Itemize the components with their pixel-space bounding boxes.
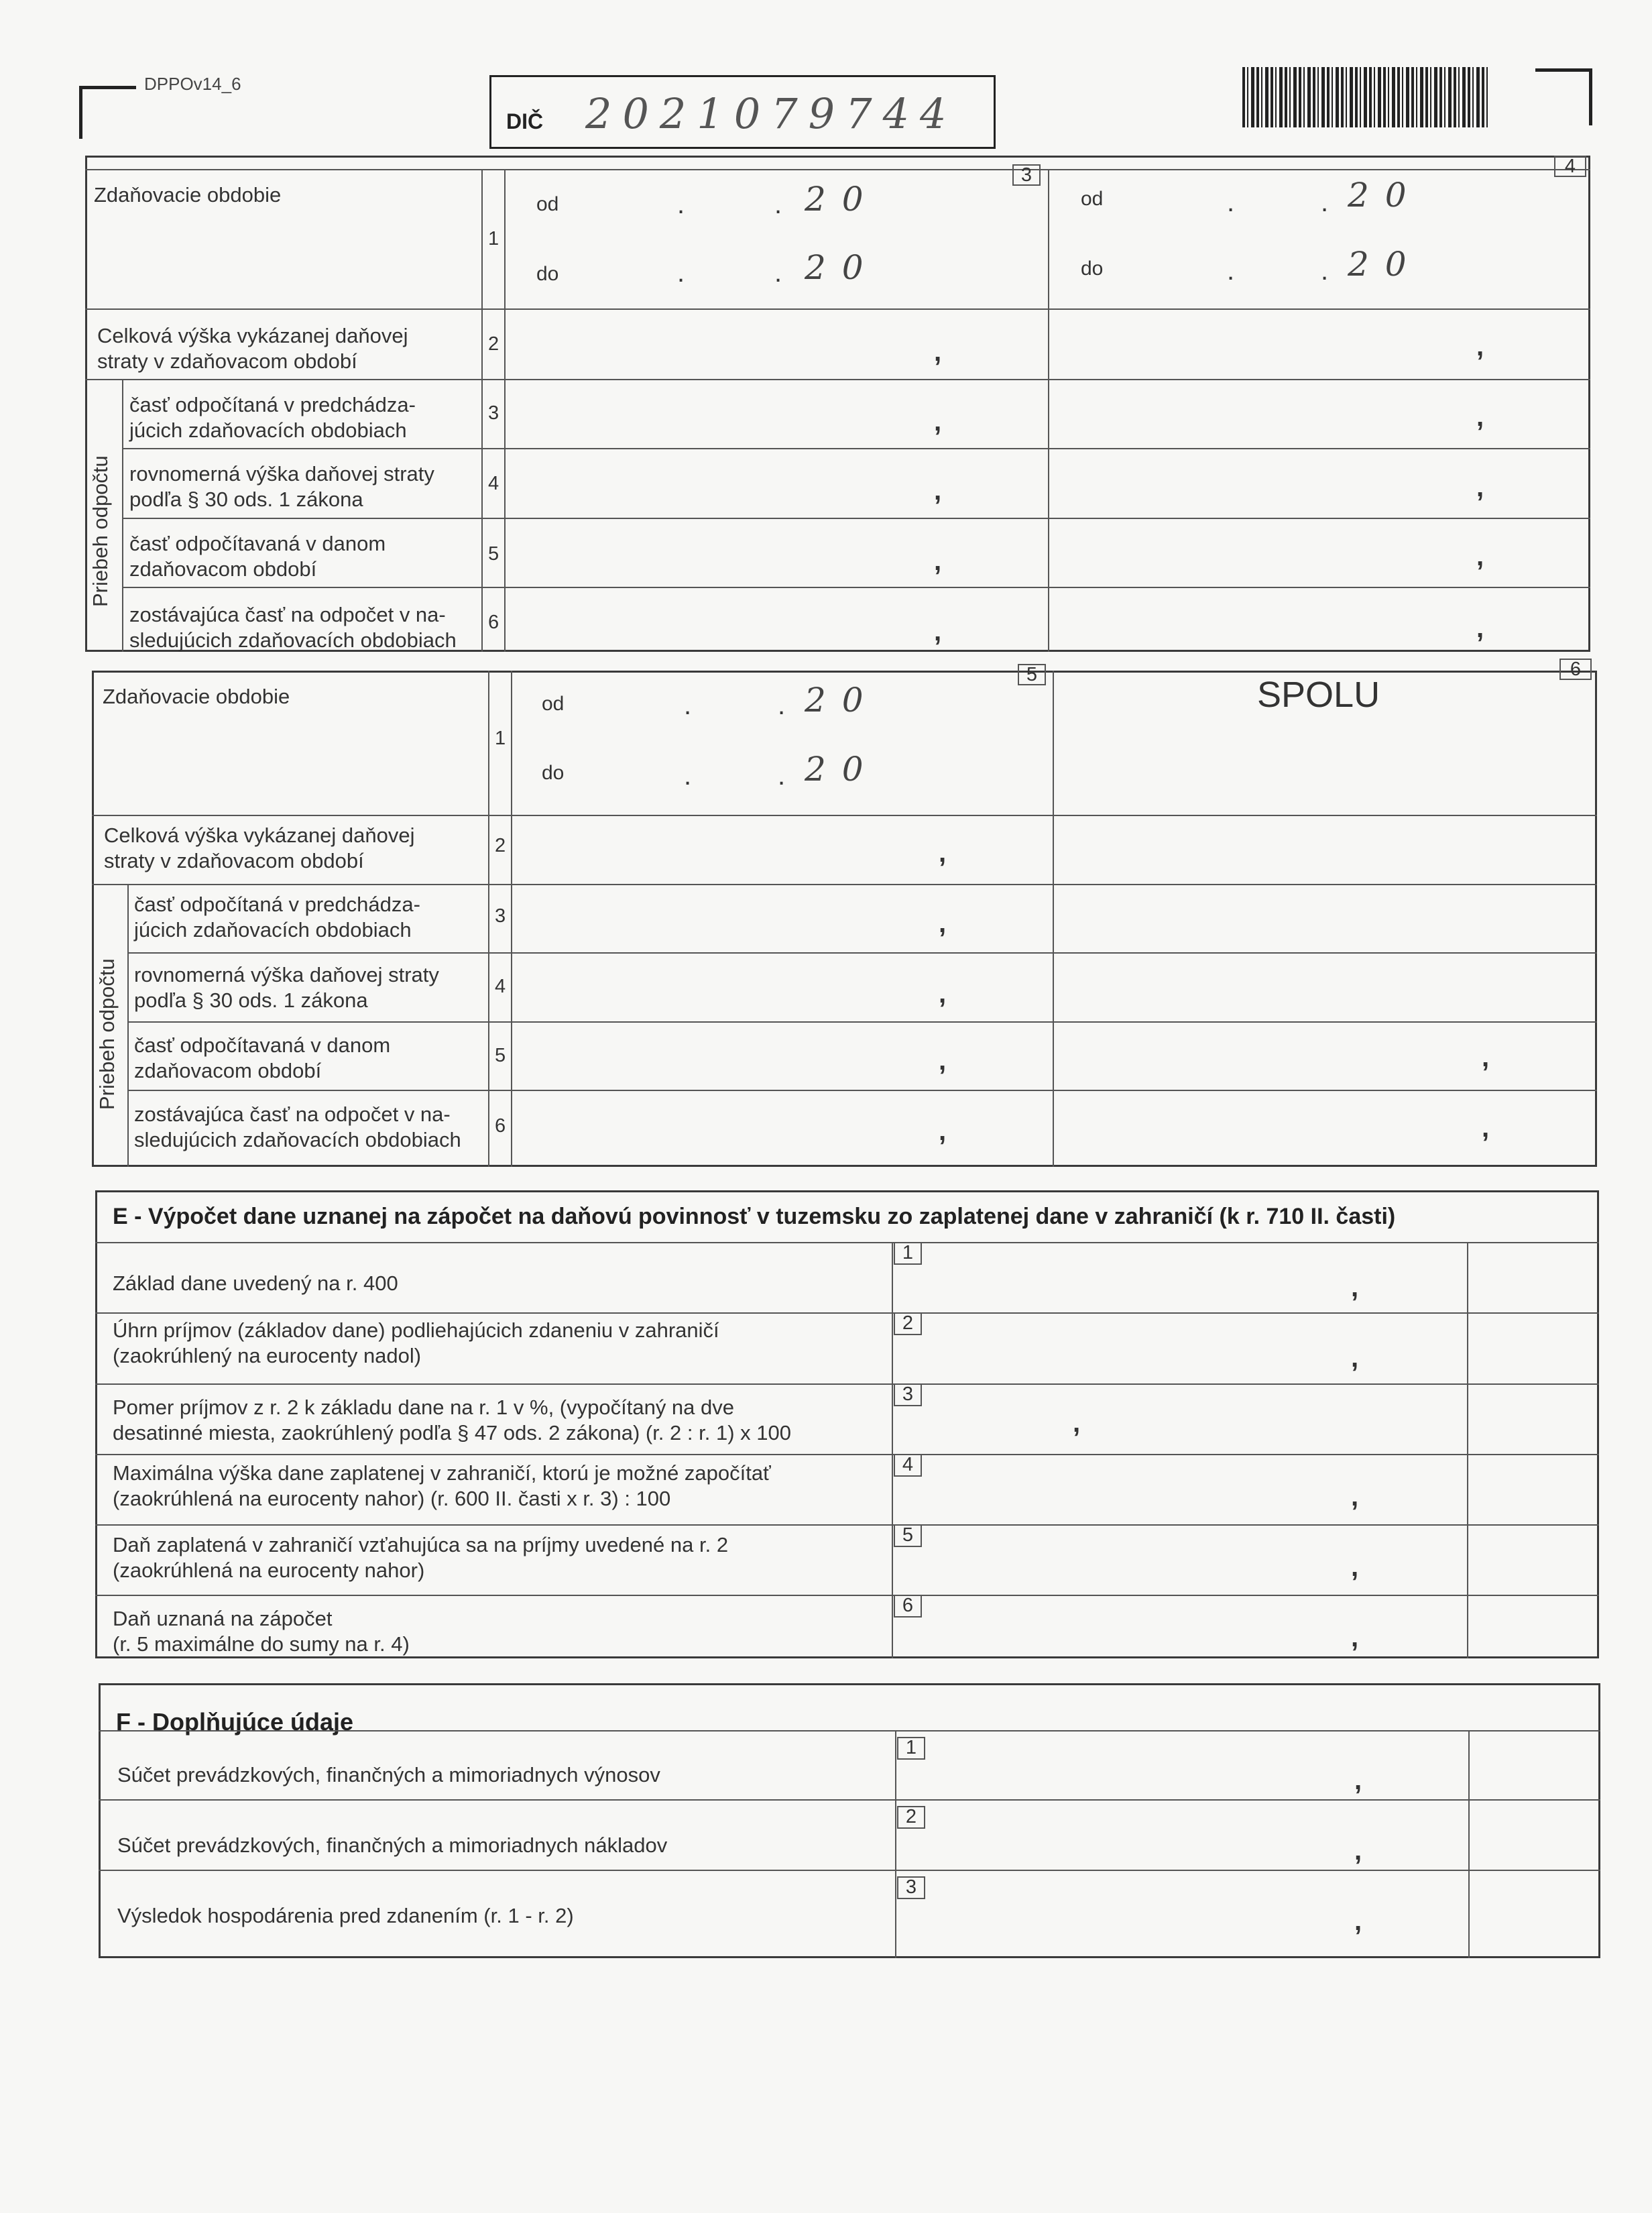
row-number: 4 — [495, 976, 506, 997]
od-label: od — [1081, 188, 1104, 210]
row-number: 1 — [488, 228, 499, 249]
row-number: 1 — [897, 1737, 925, 1760]
col-number-4: 4 — [1554, 156, 1586, 177]
decimal-sep: , — [934, 547, 942, 576]
row-number: 1 — [495, 728, 506, 749]
row-number: 2 — [897, 1806, 925, 1829]
row2-label: Celková výška vykázanej daňovej straty v zdaňovacom období — [97, 324, 408, 373]
section-e-title: E - Výpočet dane uznanej na zápočet na daňovú povinnosť v tuzemsku zo zaplatenej dane v zahraničí (k r. 710 II. časti) — [113, 1204, 1396, 1229]
decimal-sep: , — [939, 1117, 947, 1146]
decimal-sep: , — [1351, 1482, 1359, 1512]
row-number: 5 — [488, 543, 499, 565]
year-prefix-od: 20 — [1348, 176, 1423, 215]
od-label: od — [542, 693, 565, 715]
decimal-sep: , — [939, 909, 947, 938]
decimal-sep: , — [1476, 542, 1484, 571]
row-number: 4 — [894, 1454, 922, 1477]
row3-label: časť odpočítaná v predchádza- júcich zdaňovacích obdobiach — [129, 393, 416, 442]
year-prefix-do: 20 — [1348, 245, 1423, 284]
do-label: do — [542, 762, 565, 784]
barcode — [1242, 67, 1490, 127]
section-e-row-5-label: Daň zaplatená v zahraničí vzťahujúca sa na príjmy uvedené na r. 2 (zaokrúhlená na eurocenty nahor) — [113, 1533, 729, 1582]
form-code: DPPOv14_6 — [144, 74, 241, 94]
corner-mark-right — [1535, 68, 1592, 125]
dic-label: DIČ — [506, 109, 544, 133]
section-e-row-1-label: Základ dane uvedený na r. 400 — [113, 1271, 398, 1295]
decimal-sep: , — [1073, 1408, 1081, 1438]
section-e-row-2-label: Úhrn príjmov (základov dane) podliehajúcich zdaneniu v zahraničí (zaokrúhlený na eurocenty nadol) — [113, 1318, 719, 1367]
dic-box — [489, 75, 996, 149]
row6-label: zostávajúca časť na odpočet v na- sledujúcich zdaňovacích obdobiach — [134, 1102, 461, 1151]
decimal-sep: , — [1476, 402, 1484, 432]
col-number-3: 3 — [1012, 164, 1041, 186]
row-number: 6 — [495, 1115, 506, 1137]
year-prefix-do: 20 — [805, 248, 880, 287]
row5-label: časť odpočítavaná v danom zdaňovacom období — [134, 1033, 391, 1082]
row-number: 5 — [495, 1045, 506, 1066]
decimal-sep: , — [1351, 1552, 1359, 1582]
row-number: 2 — [488, 333, 499, 355]
period-label: Zdaňovacie obdobie — [103, 685, 290, 708]
od-label: od — [536, 193, 559, 215]
row2-label: Celková výška vykázanej daňovej straty v zdaňovacom období — [104, 824, 415, 872]
row-number: 3 — [488, 402, 499, 424]
decimal-sep: , — [1476, 614, 1484, 643]
section-e-row-4-label: Maximálna výška dane zaplatenej v zahraničí, ktorú je možné započítať (zaokrúhlená na eurocenty nahor) (r. 600 II. časti x r. 3) : 100 — [113, 1461, 771, 1510]
row-number: 3 — [897, 1876, 925, 1899]
section-f-row-3-label: Výsledok hospodárenia pred zdanením (r. 1 - r. 2) — [117, 1904, 574, 1927]
col-number-6: 6 — [1559, 659, 1592, 680]
decimal-sep: , — [939, 1046, 947, 1076]
group-label: Priebeh odpočtu — [88, 455, 112, 607]
row-number: 6 — [894, 1595, 922, 1618]
col-number-5: 5 — [1018, 664, 1046, 685]
year-prefix-od: 20 — [805, 681, 880, 720]
year-prefix-od: 20 — [805, 180, 880, 219]
row-number: 2 — [495, 835, 506, 856]
row3-label: časť odpočítaná v predchádza- júcich zdaňovacích obdobiach — [134, 893, 420, 942]
decimal-sep: , — [1354, 1907, 1362, 1936]
do-label: do — [536, 263, 559, 285]
section-f-title: F - Doplňujúce údaje — [116, 1708, 354, 1736]
row-number: 1 — [894, 1242, 922, 1265]
row-number: 5 — [894, 1524, 922, 1547]
decimal-sep: , — [934, 337, 942, 367]
section-f-row-2-label: Súčet prevádzkových, finančných a mimoriadnych nákladov — [117, 1833, 668, 1857]
row6-label: zostávajúca časť na odpočet v na- sledujúcich zdaňovacích obdobiach — [129, 603, 457, 652]
decimal-sep: , — [1476, 332, 1484, 361]
decimal-sep: , — [1351, 1343, 1359, 1373]
row-number: 3 — [894, 1383, 922, 1406]
decimal-sep: , — [934, 476, 942, 506]
dic-value: 2021079744 — [585, 89, 957, 138]
section-e-row-3-label: Pomer príjmov z r. 2 k základu dane na r. 1 v %, (vypočítaný na dve desatinné miesta, zaokrúhlený podľa § 47 ods. 2 zákona) (r. 2 : r. 1) x 100 — [113, 1396, 791, 1444]
section-e-row-6-label: Daň uznaná na zápočet (r. 5 maximálne do sumy na r. 4) — [113, 1607, 410, 1656]
row-number: 4 — [488, 473, 499, 494]
section-f-row-1-label: Súčet prevádzkových, finančných a mimoriadnych výnosov — [117, 1763, 660, 1786]
row-number: 3 — [495, 905, 506, 927]
row5-label: časť odpočítavaná v danom zdaňovacom období — [129, 532, 386, 581]
spolu-label: SPOLU — [1257, 675, 1380, 715]
decimal-sep: , — [1351, 1623, 1359, 1652]
year-prefix-do: 20 — [805, 750, 880, 789]
decimal-sep: , — [1482, 1043, 1490, 1072]
decimal-sep: , — [939, 838, 947, 868]
do-label: do — [1081, 258, 1104, 280]
group-label: Priebeh odpočtu — [95, 958, 119, 1110]
period-label: Zdaňovacie obdobie — [94, 183, 282, 207]
row4-label: rovnomerná výška daňovej straty podľa § 30 ods. 1 zákona — [129, 462, 434, 511]
row4-label: rovnomerná výška daňovej straty podľa § 30 ods. 1 zákona — [134, 963, 439, 1012]
row-number: 6 — [488, 612, 499, 633]
decimal-sep: , — [1351, 1273, 1359, 1302]
decimal-sep: , — [1482, 1113, 1490, 1143]
corner-mark-left — [79, 86, 136, 139]
decimal-sep: , — [1476, 473, 1484, 502]
decimal-sep: , — [1354, 1836, 1362, 1866]
decimal-sep: , — [934, 617, 942, 646]
decimal-sep: , — [939, 979, 947, 1009]
decimal-sep: , — [934, 407, 942, 437]
row-number: 2 — [894, 1312, 922, 1335]
decimal-sep: , — [1354, 1766, 1362, 1795]
